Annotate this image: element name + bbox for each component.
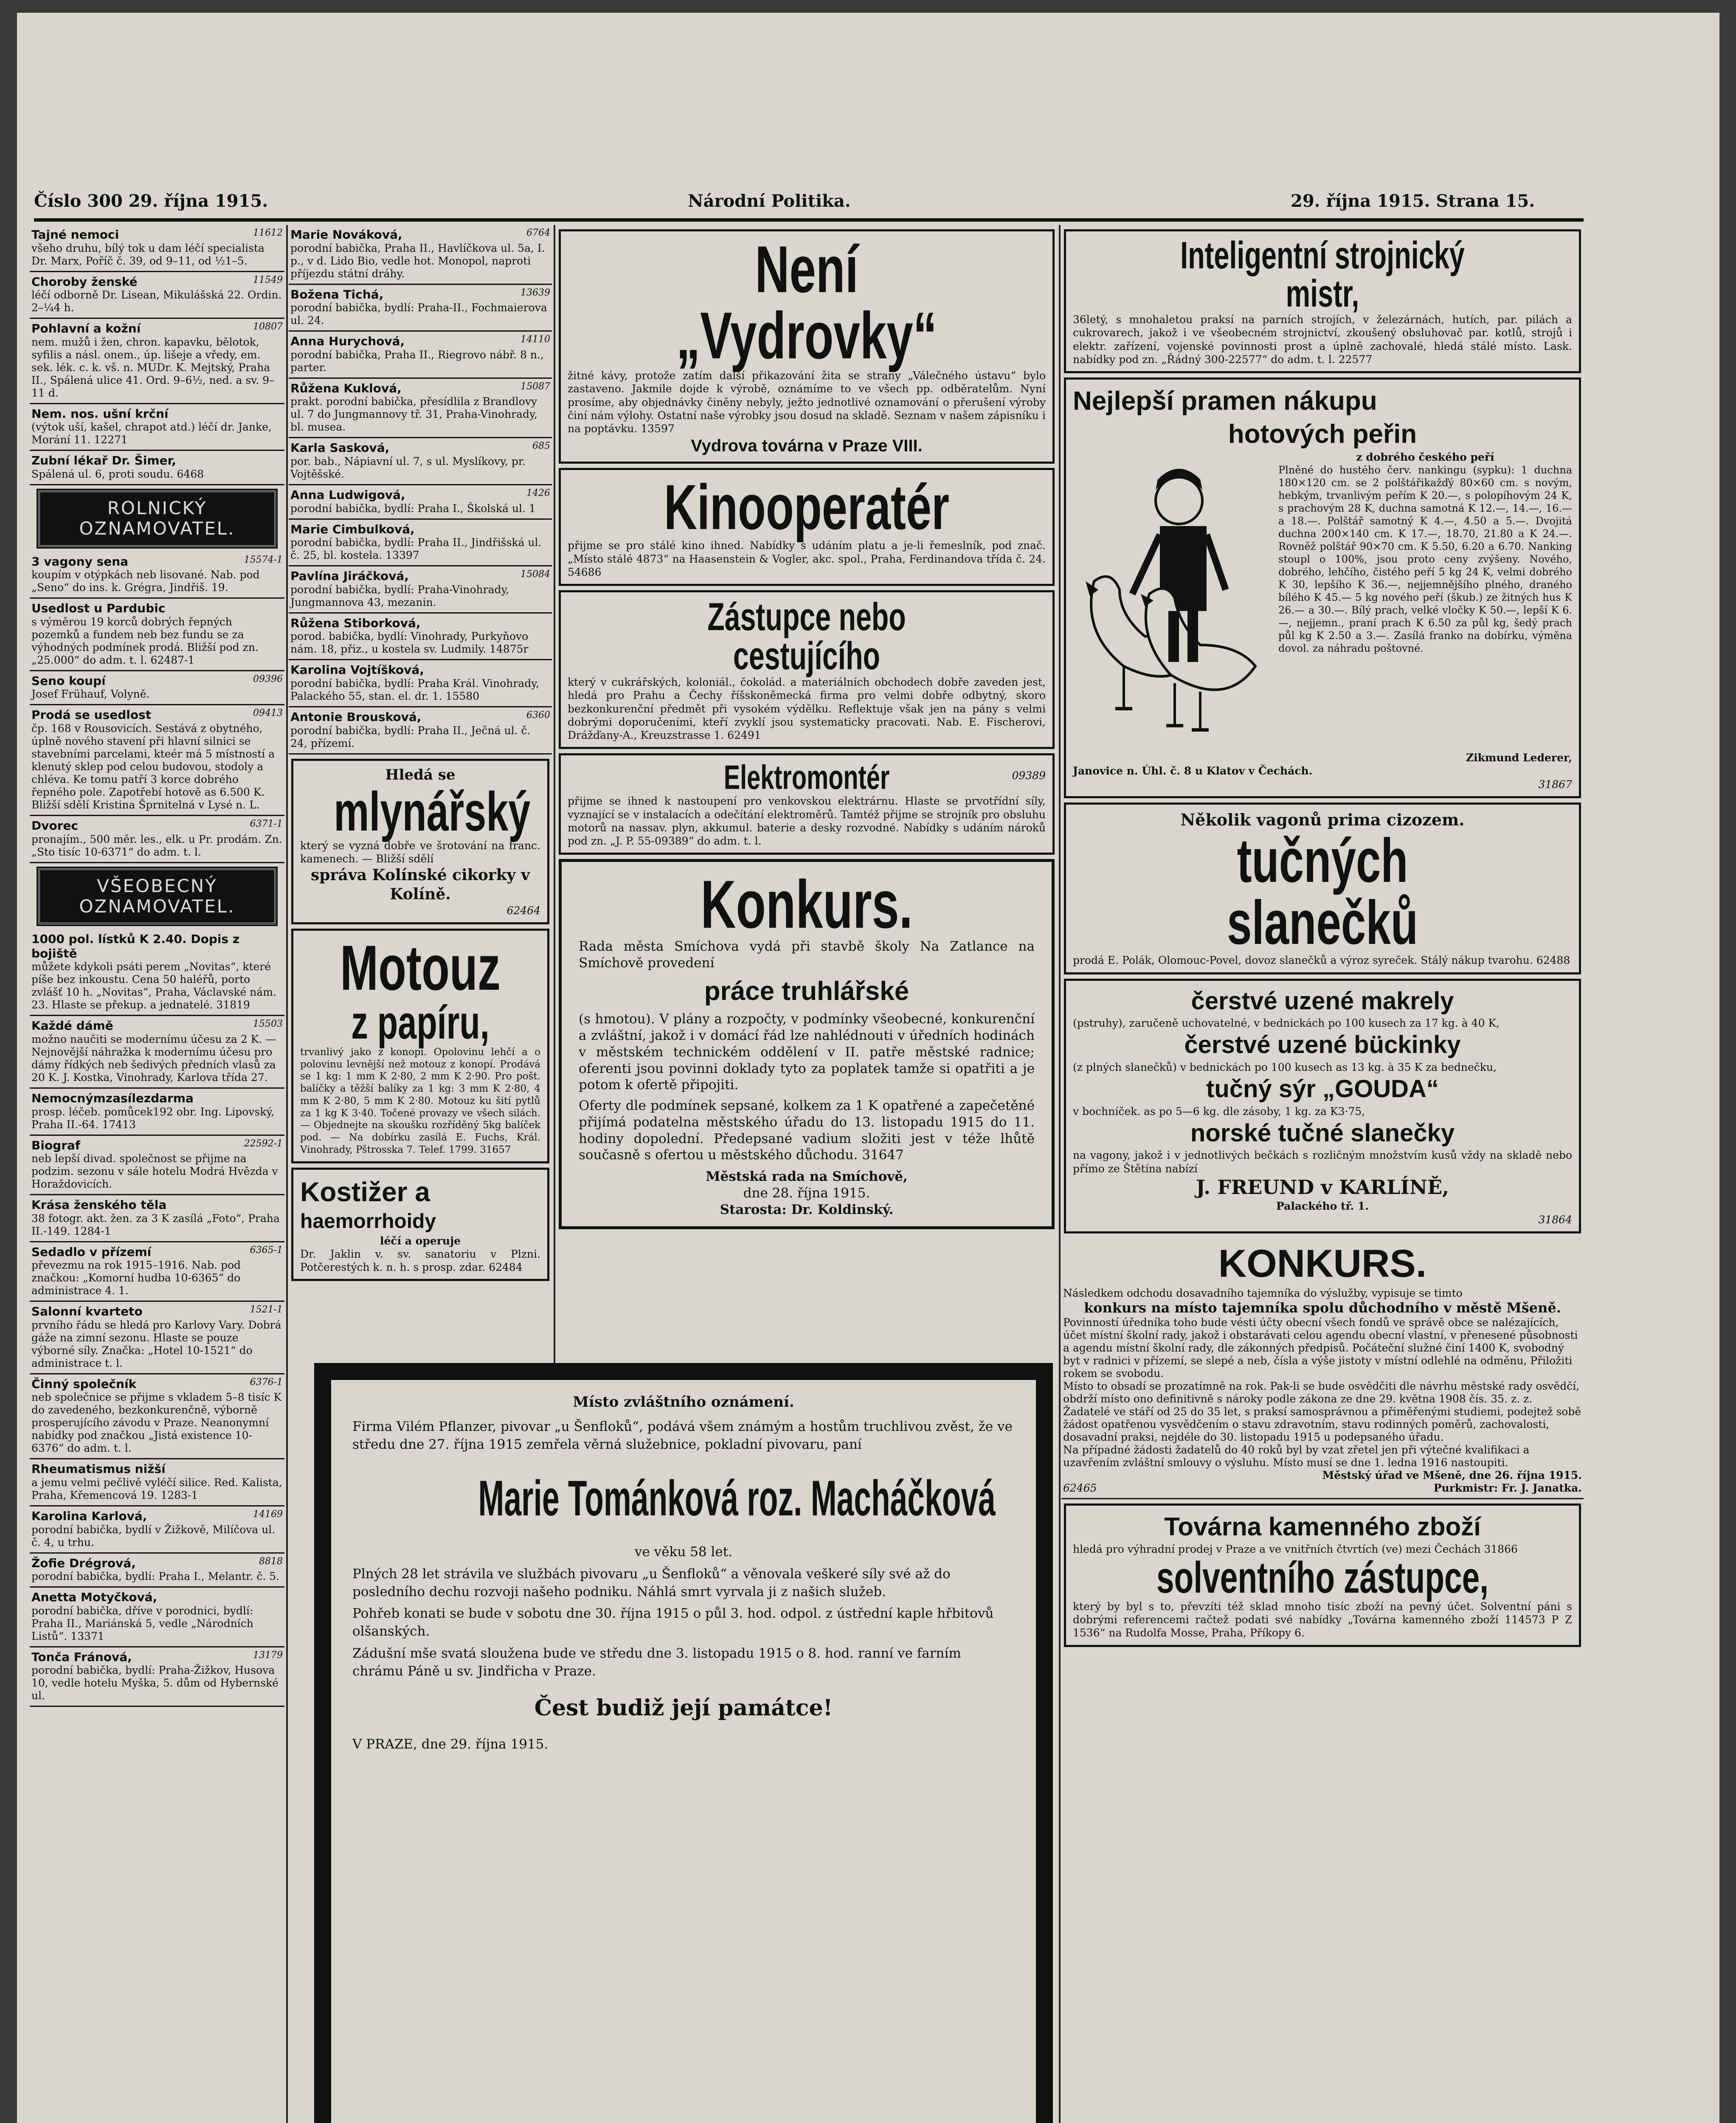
ad-heading: Anna Ludwigová, (290, 487, 405, 502)
classified-ad (30, 1089, 284, 1136)
ad-heading: Hledá se (385, 766, 456, 783)
ad-firm: J. FREUND v KARLÍNĚ, (1196, 1175, 1449, 1199)
notice-body: Firma Vilém Pflanzer, pivovar „u Šenfloků“, podává všem známým a hostům truchlivou zvěst, že ve středu dne 27. října 1915 zemřela věrná služebnice, pokladní pivovaru, paní (352, 1419, 1013, 1452)
ad-number: 15574-1 (244, 554, 283, 565)
ad-heading: Žofie Drégrová, (31, 1556, 136, 1570)
classified-ad (289, 225, 552, 285)
ad-body: který se vyzná dobře ve šrotování na franc. kamenech. — Bližší sdělí (300, 839, 540, 865)
ad-body: na vagony, jakož i v jednotlivých bečkách s rozličným množstvím kusů vždy na skladě nebo přímo ze Štětína nabízí (1073, 1149, 1572, 1175)
ad-headline: Továrna kamenného zboží (1164, 1512, 1481, 1541)
classified-ad (30, 451, 284, 485)
ad-signature: Městská rada na Smíchově, (706, 1169, 908, 1184)
column-display-ads (556, 225, 1057, 1524)
ad-headline: mlynářský (334, 780, 531, 843)
newspaper-page (17, 13, 1719, 2123)
ad-number: 1521-1 (250, 1304, 283, 1315)
ad-number: 6360 (526, 710, 550, 721)
ad-number: 6764 (526, 228, 550, 238)
ad-heading: Božena Tichá, (290, 287, 384, 301)
ad-body: porodní babička, dříve v porodnici, bydlí: Praha II., Mariánská 5, vedle „Národních Listů“. 13371 (31, 1604, 253, 1642)
ad-heading: Růžena Kuklová, (290, 381, 402, 395)
ad-kamenne-zbozi (1064, 1504, 1581, 1647)
ad-heading: Prodá se usedlost (31, 708, 152, 722)
classified-ad (30, 705, 284, 816)
ad-heading: Tajné nemoci (31, 228, 119, 242)
notice-place-date: V PRAZE, dne 29. října 1915. (352, 1736, 549, 1752)
newspaper-title: Národní Politika. (688, 191, 851, 211)
ad-number: 09389 (1012, 769, 1046, 782)
ad-heading: Seno koupí (31, 673, 106, 688)
ad-number: 62465 (1063, 1481, 1097, 1494)
classified-ad (30, 929, 284, 1016)
ad-body: (pstruhy), zaručeně uchovatelné, v bednickách po 100 kusech za 17 kg. à 40 K, (1073, 1017, 1500, 1029)
ad-body: hledá pro výhradní prodej v Praze a ve vnitřních čtvrtích (ve) mezi Čechách 31866 (1073, 1543, 1518, 1555)
ad-headline: KONKURS. (1218, 1242, 1427, 1285)
ad-headline: Elektromontér (723, 758, 890, 797)
column-divider (554, 225, 555, 1363)
classified-ad (289, 485, 552, 520)
ad-heading: Nemocnýmzasílezdarma (31, 1091, 194, 1105)
ad-heading: Pohlavní a kožní (31, 321, 141, 336)
ad-body: Na případné žádosti žadatelů do 40 roků byl by vzat zřetel jen při výtečné kvalifikaci a uzavřením zvláštní smlouvy o výsluhu. Místo musí se dne 1. ledna 1916 nastoupiti. (1063, 1443, 1530, 1469)
ad-body: porodní babička, bydlí: Praha I., Školská ul. 1 (290, 502, 536, 515)
notice-title: Místo zvláštního oznámení. (573, 1394, 794, 1411)
ad-slanecky (1064, 802, 1581, 974)
classified-ad (30, 1016, 284, 1089)
ad-heading: Dvorec (31, 818, 79, 833)
ad-heading: Činný společník (31, 1377, 137, 1391)
ad-heading: Anetta Motyčková, (31, 1590, 158, 1605)
ad-body: který by byl s to, převzíti též sklad mnoho tisíc zboží na pevný účet. Solventní páni s dobrými referencemi račtež podati své nabídky „Továrna kamenného zboží 114573 P Z 1536“ na Rudolfa Mosse, Praha, Příkopy 6. (1073, 1600, 1572, 1639)
ad-signature: Purkmistr: Fr. J. Janatka. (1433, 1481, 1582, 1494)
classified-ad (30, 1647, 284, 1707)
column-classifieds-1 (30, 225, 284, 2123)
classified-ad (30, 1506, 284, 1554)
classified-ad (30, 272, 284, 319)
issue-number: Číslo 300 29. října 1915. (34, 191, 268, 211)
notice-motto: Čest budiž její památce! (534, 1695, 833, 1721)
ad-number: 14110 (521, 334, 550, 345)
ad-body: všeho druhu, bílý tok u dam léčí specialista Dr. Marx, Poříč č. 39, od 9–11, od ½1–5. (31, 242, 264, 267)
ad-body: porodní babička, bydlí: Praha II., Jindřišská ul. č. 25, bl. kostela. 13397 (290, 536, 542, 562)
ad-heading: Tonča Fránová, (31, 1650, 132, 1664)
ad-periny (1064, 377, 1581, 798)
column-classifieds-2 (289, 225, 552, 1520)
ad-body: porodní babička, bydlí: Praha-Vinohrady, Jungmannova 43, mezanin. (290, 583, 509, 608)
ad-body: a jemu velmi pečlivě vyléčí silice. Red. Kalista, Praha, Křemencová 19. 1283-1 (31, 1476, 282, 1502)
ad-signature: Starosta: Dr. Koldinský. (720, 1202, 894, 1217)
death-notice (314, 1363, 1053, 2123)
ad-headline: tučných slanečků (1227, 826, 1418, 957)
ad-body: přijme se ihned k nastoupení pro venkovskou elektrárnu. Hlaste se prvotřídní síly, vyznající se v instalacích a odečítání elektroměrů. Tamtéž přijme se strojník pro obsluhu motorů na nassav. plyn, akkumul. baterie a desky rozvodné. Nabídky s udáním nároků pod zn. „J. P. 55-09389“ do adm. t. l. (568, 795, 1046, 847)
ad-body: (výtok uší, kašel, chrapot atd.) léčí dr. Janke, Morání 11. 12271 (31, 421, 272, 446)
goose-girl-illustration (1073, 454, 1272, 751)
ad-motouz (291, 929, 549, 1163)
ad-elektromonter (559, 753, 1055, 855)
ad-body: Josef Frühauf, Volyně. (31, 688, 150, 701)
ad-work: práce truhlářské (704, 976, 909, 1006)
ad-number: 14169 (253, 1509, 283, 1520)
ad-body: (z plných slanečků) v bednickách po 100 kusech as 13 kg. à 35 K za bednečku, (1073, 1061, 1497, 1073)
ad-body: Spálená ul. 6, proti soudu. 6468 (31, 467, 204, 480)
deceased-name: Marie Tománková roz. Macháčková (478, 1470, 996, 1526)
ad-signature: Městský úřad ve Mšeně, dne 26. října 1915. (1322, 1469, 1582, 1481)
ad-heading: Každé dámě (31, 1019, 113, 1033)
ad-body: Následkem odchodu dosavadního tajemníka do výslužby, vypisuje se timto (1063, 1287, 1463, 1300)
ad-body: porodní babička, bydlí: Praha Král. Vinohrady, Palackého 55, stan. el. dr. 1. 15580 (290, 677, 539, 702)
ad-body: porodní babička, Praha II., Havlíčkova ul. 5a, I. p., v d. Lido Bio, vedle hot. Monopol, naproti příjezdu státní dráhy. (290, 242, 545, 280)
ad-body: Místo to obsadí se prozatímně na rok. Pak-li se bude osvědčiti dle návrhu městské rady osvědčí, obdrží místo ono definitivně s nároky podle zákona ze dne 29. května 1908 čís. 35. z. z. (1063, 1380, 1580, 1405)
column-divider (1059, 225, 1061, 2123)
ad-body: Dr. Jaklin v. sv. sanatoriu v Plzni. Potčerestých k. n. h. s prosp. zdar. 62484 (300, 1247, 540, 1274)
column-display-ads-right (1061, 225, 1584, 2123)
ad-body: porodní babička, bydlí: Praha I., Melantr. č. 5. (31, 1570, 280, 1583)
ad-body: neb společnice se přijme s vkladem 5–8 tisíc K do zavedeného, bezkonkurenčně, výborně prosperujícího závodu v Praze. Neanonymní nabídky pod značkou „Jistá existence 10-6376“ do adm. t. l. (31, 1391, 282, 1455)
classified-ad (289, 707, 552, 755)
ad-firm: správa Kolínské cikorky v Kolíně. (310, 866, 530, 903)
ad-number: 31864 (1538, 1213, 1572, 1226)
ad-heading: Usedlost u Pardubic (31, 601, 166, 616)
ad-number: 6376-1 (250, 1377, 283, 1388)
ad-number: 15087 (521, 381, 550, 392)
ad-subheading: konkurs na místo tajemníka spolu důchodního v městě Mšeně. (1084, 1300, 1561, 1316)
classified-ad (289, 438, 552, 485)
ad-body: nem. mužů i žen, chron. kapavku, bělotok, syfilis a násl. onem., úp. lišeje a vředy, em. sek. lék. c. k. vš. n. MUDr. K. Mejtský, Praha II., Spálená ulice 41. Ord. 9–6½, ned. a sv. 9–11 d. (31, 335, 275, 399)
ad-headline: haemorrhoidy (300, 1210, 436, 1233)
ad-body: porodní babička, bydlí: Praha II., Ječná ul. č. 24, přízemí. (290, 724, 531, 749)
classified-ad (30, 1242, 284, 1302)
ad-heading: Marie Nováková, (290, 228, 402, 242)
ad-heading: 1000 pol. lístků K 2.40. Dopis z bojiště (31, 932, 240, 960)
ad-body: koupím v otýpkách neb lisované. Nab. pod „Seno“ do ins. k. Grégra, Jindřiš. 19. (31, 569, 260, 594)
classified-ad (30, 1136, 284, 1196)
ad-number: 685 (532, 441, 550, 452)
ad-number: 6371-1 (250, 818, 283, 829)
page-date: 29. října 1915. Strana 15. (1291, 191, 1535, 211)
ad-number: 09396 (253, 673, 283, 684)
section-banner: VŠEOBECNÝ OZNAMOVATEL. (38, 868, 276, 925)
ad-heading: Zubní lékař Dr. Šimer, (31, 453, 176, 468)
ad-headline: Konkurs. (701, 866, 913, 943)
ad-tagline: léčí a operuje (380, 1234, 461, 1247)
ad-number: 15503 (253, 1019, 283, 1030)
ad-body: Rada města Smíchova vydá při stavbě školy Na Zatlance na Smíchově provedení (579, 939, 1035, 971)
ad-heading: Antonie Brousková, (290, 710, 422, 724)
classified-ad (30, 1588, 284, 1647)
masthead-rule (34, 218, 1584, 222)
classified-ad (289, 614, 552, 661)
classified-ad (289, 285, 552, 332)
ad-heading: Karla Sasková, (290, 441, 390, 455)
ad-heading: Karolina Karlová, (31, 1509, 147, 1523)
ad-body: s výměrou 19 korců dobrých řepných pozemků a fundem neb bez fundu se za výhodných podmínek prodá. Bližší pod zn. „25.000“ do adm. t. l. 62487-1 (31, 615, 259, 666)
ad-body: prakt. porodní babička, přesídlila z Brandlovy ul. 7 do Jungmannovy tř. 31, Praha-Vinohrady, bl. musea. (290, 395, 537, 434)
ad-kinooperater (559, 468, 1055, 586)
ad-heading: Marie Cimbulková, (290, 522, 415, 536)
ad-heading: Anna Hurychová, (290, 334, 405, 349)
ad-headline: solventního zástupce, (1156, 1553, 1489, 1602)
ad-body: Povinností úředníka toho bude vésti účty obecní všech fondů ve správě obce se nalézajících, účet místní školní rady, jakož i obstarávati celou agendu obecní vlastní, v přenesené působnosti a agendu místní školní rady, dle zákonných předpisů. Počáteční služné činí 1400 K, svobodný byt v radnici v přízemí, se slepé a neb, čísla a výše jistoty v místní odlehlé na odměnu, Přiložiti rokem se svobodu. (1063, 1316, 1578, 1380)
ad-headline: tučný sýr „GOUDA“ (1206, 1075, 1439, 1103)
ad-number: 13639 (521, 287, 550, 298)
ad-heading: Sedadlo v přízemí (31, 1245, 152, 1259)
ad-heading: Růžena Stiborková, (290, 616, 421, 630)
ad-headline: Není „Vydrovky“ (676, 233, 937, 373)
ad-headline-suffix: a (415, 1176, 430, 1207)
notice-body: Zádušní mše svatá sloužena bude ve středu dne 3. listopadu 1915 o 8. hod. ranní ve farním chrámu Páně u sv. Jindřicha v Praze. (352, 1646, 961, 1679)
ad-number: 10807 (253, 321, 283, 332)
ad-body: převezmu na rok 1915–1916. Nab. pod značkou: „Komorní hudba 10-6365“ do administrace 4. 1. (31, 1259, 241, 1297)
ad-heading: Krása ženského těla (31, 1198, 167, 1212)
ad-body: porodní babička, Praha II., Riegrovo nábř. 8 n., parter. (290, 348, 544, 374)
ad-freund (1064, 979, 1581, 1233)
ad-kostizer (291, 1168, 549, 1281)
ad-headline: Kostižer (300, 1176, 408, 1207)
classified-ad (30, 1195, 284, 1242)
ad-number: 11549 (253, 274, 283, 285)
ad-subheading: z dobrého českého peří (1356, 451, 1494, 463)
ad-body: Žadatelé ve stáří od 25 do 35 let, s praksí samosprávnou a přiměřenými studiemi, podejtež sobě žádost opatřenou vysvědčením o stavu zdravotním, stavu rodinných poměrů, zachovalosti, dosavadní praksi, nejdéle do 30. listopadu 1915 u podepsaného úřadu. (1063, 1405, 1581, 1443)
classified-ad (30, 319, 284, 404)
ad-headline: čerstvé uzené makrely (1191, 987, 1454, 1015)
ad-body: prodá E. Polák, Olomouc-Povel, dovoz slanečků a výroz syreček. Stálý nákup tvarohu. 62488 (1073, 954, 1570, 967)
classified-ad (289, 379, 552, 439)
ad-body: přijme se pro stálé kino ihned. Nabídky s udáním platu a je-li řemeslník, pod znač. „Místo stálé 4873“ na Haasenstein & Vogler, akc. spol., Praha, Ferdinandova třída č. 24. 54686 (568, 539, 1046, 578)
ad-body: porodní babička, bydlí v Žižkově, Milíčova ul. č. 4, u trhu. (31, 1523, 276, 1549)
ad-body: por. bab., Nápiavní ul. 7, s ul. Myslíkovy, pr. Vojtěšské. (290, 455, 526, 480)
ad-number: 09413 (253, 708, 283, 719)
ad-body: 38 fotogr. akt. žen. za 3 K zasílá „Foto“, Praha II.-149. 1284-1 (31, 1212, 280, 1237)
ad-number: 1426 (526, 487, 550, 498)
classified-ad (30, 599, 284, 671)
ad-body: Oferty dle podmínek sepsané, kolkem za 1 K opatřené a zapečetěné přijímá podatelna městského úřadu do 13. listopadu 1915 do 11. hodiny dopolední. Předepsané vadium složiti jest v téže lhůtě současně s ofertou u městského důchodu. 31647 (579, 1098, 1035, 1163)
ad-date: dne 28. října 1915. (743, 1185, 870, 1201)
classified-ad (30, 404, 284, 451)
classified-ad (30, 225, 284, 272)
ad-heading: Biograf (31, 1138, 81, 1152)
ad-headline: z papíru, (351, 996, 490, 1049)
classified-ad (30, 1302, 284, 1374)
classified-ad (30, 1374, 284, 1460)
section-banner: ROLNICKÝ OZNAMOVATEL. (38, 490, 276, 547)
ad-heading: Rheumatismus nižší (31, 1462, 166, 1476)
classified-ad (289, 660, 552, 707)
ad-headline: Nejlepší pramen nákupu (1073, 386, 1377, 416)
ad-body: (s hmotou). V plány a rozpočty, v podmínky všeobecné, konkurenční a zvláštní, jakož i v domácí řád lze nahlédnouti v úředních hodinách v městském technickém oddělení v II. patře městské radnice; oferenti jsou povinni doklady tyto za poplatek tamže si opatřiti a je potom k ofertě připojiti. (579, 1011, 1035, 1093)
ad-heading: Nem. nos. ušní krční (31, 406, 169, 421)
ad-mlynarsky (291, 759, 549, 924)
notice-body: Plných 28 let strávila ve službách pivovaru „u Šenfloků“ a věnovala veškeré síly své až do posledního dechu rozvoji našeho podniku. Náhlá smrt vyrvala ji z našich služeb. (352, 1566, 951, 1599)
ad-body: trvanlivý jako z konopí. Opolovinu lehčí a o polovinu levnější než motouz z konopí. Prodává se 1 kg: 1 mm K 2·80, 2 mm K 2·90. Pro pošt. balíčky a těžší balíky za 1 kg: 3 mm K 2·80, 4 mm K 2·80, 5 mm K 2·80. Motouz ku šití pytlů za 1 kg K 3·40. Točené provazy ve všech silách. — Objednejte na skoušku rozříděný 5kg balíček pod. — Na dobírku zasílá E. Fuchs, Král. Vinohrady, Pštrosska 7. Telef. 1799. 31657 (300, 1046, 540, 1155)
classified-ad (289, 332, 552, 379)
ad-body: Plněné do hustého červ. nankingu (sypku): 1 duchna 180×120 cm. se 2 polštářikažďý 80×60 cm. s novým, hebkým, trvanlivým peřím K 20.—, s polopíhovým 24 K, s prachovým 28 K, duchna samotná K 12.—, 14.—, 16.— a 18.—. Polštář samotný K 4.—, 4.50 a 5.—. Dvojitá duchna 200×140 cm. K 17.—, 18.70, 21.80 a K 24.—. Rovněž polštář 90×70 cm. K 5.50, 6.20 a 6.70. Nanking stoupl o 100%, jsou proto ceny zvýšeny. Nového, dobrého, lehčího, čistého peří 5 kg 24 K, velmi dobrého K 30, lepšího K 36.—, nejjemnějšího plného, draného bílého K 45.— 5 kg nového peří (škub.) ze žitných hus K 26.— a 30.—. Bílý prach, velké vločky K 50.—, lepší K 6.—, nejjemn., praní prach K 6.50 za půl kg, šedý prach půl kg K 2.50 a 3.—. Zasílá franko na dobírku, výměna dovol. za náhradu poštovné. (1278, 464, 1572, 655)
ad-headline: Inteligentní strojnický mistr, (1180, 234, 1465, 315)
ad-number: 15084 (521, 569, 550, 580)
ad-headline: norské tučné slanečky (1190, 1119, 1455, 1147)
ad-body: v bochníček. as po 5—6 kg. dle zásoby, 1 kg. za K3·75, (1073, 1105, 1365, 1118)
classified-ad (30, 816, 284, 863)
ad-body: čp. 168 v Rousovicích. Sestává z obytného, úplně nového stavení při hlavní silnici se stavebními parcelami, kteér má 5 místností a klenutý sklep pod celou budovou, stodoly a chléva. Ke tomu patří 3 korce dobrého řepného pole. Zapotřebí hotově as 6.500 K. Bližší sdělí Kristina Šprnitelná v Lysé n. L. (31, 722, 275, 811)
classified-ad (30, 1554, 284, 1588)
ad-firm: Vydrova továrna v Praze VIII. (691, 436, 923, 456)
ad-body: 36letý, s mnohaletou praksí na parních strojích, v železárnách, hutích, par. pilách a cukrovarech, jakož i ve všeobecném strojnictví, zkoušený obsluhovač par. kotlů, strojů i elektr. zařízení, vojenské povinnosti prost a úplně zachovalé, hledá stálé místo. Lask. nabídky pod zn. „Řádný 300-22577“ do adm. t. l. 22577 (1073, 313, 1572, 366)
ad-headline: čerstvé uzené bückinky (1184, 1031, 1461, 1059)
notice-body: Pohřeb konati se bude v sobotu dne 30. října 1915 o půl 3. hod. odpol. z ústřední kaple hřbitovů olšanských. (352, 1606, 994, 1639)
ad-zastupce (559, 590, 1055, 749)
ad-address: Janovice n. Úhl. č. 8 u Klatov v Čechách. (1073, 765, 1313, 777)
ad-firm: Zikmund Lederer, (1466, 752, 1572, 764)
classified-ad (289, 520, 552, 567)
ad-heading: Choroby ženské (31, 274, 138, 289)
ad-body: porod. babička, bydlí: Vinohrady, Purkyňovo nám. 18, přiz., u kostela sv. Ludmily. 14875r (290, 630, 529, 656)
ad-heading: Salonní kvarteto (31, 1304, 143, 1319)
ad-strojnicky-mistr (1064, 229, 1581, 373)
ad-heading: Karolina Vojtíšková, (290, 663, 424, 677)
ad-headline: Kinooperatér (664, 471, 950, 543)
ad-body: můžete kdykoli psáti perem „Novitas“, které píše bez inkoustu. Cena 50 haléřů, porto zvlášť 10 h. „Novitas“, Praha, Václavské nám. 23. Hlaste se překup. a jednatelé. 31819 (31, 960, 276, 1011)
ad-body: porodní babička, bydlí: Praha-II., Fochmaierova ul. 24. (290, 301, 547, 327)
ad-heading: 3 vagony sena (31, 554, 129, 569)
ad-body: prvního řádu se hledá pro Karlovy Vary. Dobrá gáže na zimní sezonu. Hlaste se pouze výborné síly. Značka: „Hotel 10-1521“ do administrace t. l. (31, 1318, 281, 1369)
ad-number: 11612 (253, 228, 283, 238)
notice-age: ve věku 58 let. (634, 1544, 733, 1560)
classified-ad (30, 671, 284, 706)
masthead (34, 191, 1579, 217)
ad-number: 13179 (253, 1650, 283, 1661)
ad-number: 22592-1 (244, 1138, 283, 1149)
ad-vydrovka (559, 229, 1055, 464)
ad-number: 31867 (1538, 778, 1572, 791)
ad-number: 6365-1 (250, 1245, 283, 1256)
ad-heading: Několik vagonů prima cizozem. (1180, 810, 1465, 829)
ad-number: 8818 (259, 1556, 283, 1567)
classified-ad (289, 566, 552, 614)
ad-body: žitné kávy, protože zatím další přikazování žita se strany „Válečného ústavu“ bylo zastaveno. Jakmile dojde k výrobě, oznámíme to ve všech pp. odběratelům. Nyní prosíme, aby objednávky činěny nebyly, ježto jednotlivé oznamování o přerušení výroby činí nám výlohy. Ostatní naše výrobky jsou dosud na skladě. Seznam v našem zápisníku i na poptávku. 13597 (568, 369, 1046, 435)
ad-body: neb lepší divad. společnost se přijme na podzim. sezonu v sále hotelu Modrá Hvězda v Horaždovicích. (31, 1152, 278, 1191)
column-divider (286, 225, 288, 2123)
ad-number: 62464 (506, 904, 540, 917)
ad-headline: Zástupce nebo cestujícího (707, 595, 906, 678)
ad-body: který v cukrářských, koloniál., čokolád. a materiálních obchodech dobře zaveden jest, hledá pro Prahu a Čechy říšskoněmecká firma pro velmi dobře odbytný, skoro bezkonkurenční předmět při vysokém výdělku. Reflektuje však jen na pány s velmi dobrými doporučeními, kteří zvyklí jsou systematicky pracovati. Nab. E. Fischerovi, Drážďany-A., Kreuzstrasse 1. 62491 (568, 676, 1046, 741)
ad-body: léčí odborně Dr. Lisean, Mikulášská 22. Ordin. 2–¼4 h. (31, 289, 282, 314)
ad-body: porodní babička, bydlí: Praha-Žižkov, Husova 10, vedle hotelu Myška, 5. dům od Hybernské ul. (31, 1664, 279, 1702)
ad-headline: hotových peřin (1228, 419, 1417, 449)
ad-konkurs-msene (1061, 1238, 1584, 1499)
ad-heading: Pavlína Jiráčková, (290, 569, 409, 583)
ad-body: prosp. léčeb. pomůcek192 obr. Ing. Lipovský, Praha II.-64. 17413 (31, 1105, 275, 1131)
ad-body: pronajím., 500 měr. les., elk. u Pr. prodám. Zn. „Sto tisíc 10-6371“ do adm. t. l. (31, 833, 282, 858)
ad-headline: Motouz (340, 932, 501, 1003)
classified-ad (30, 1459, 284, 1506)
ad-body: možno naučiti se modernímu účesu za 2 K. — Nejnovější náhražka k modernímu účesu pro dámy řídkých neb šedivých předních vlasů za 20 K. J. Kostka, Vinohrady, Karlova třída 27. (31, 1033, 276, 1084)
ad-address: Palackého tř. 1. (1276, 1200, 1369, 1213)
ad-konkurs-smichov (559, 859, 1055, 1229)
classified-ad (30, 552, 284, 599)
